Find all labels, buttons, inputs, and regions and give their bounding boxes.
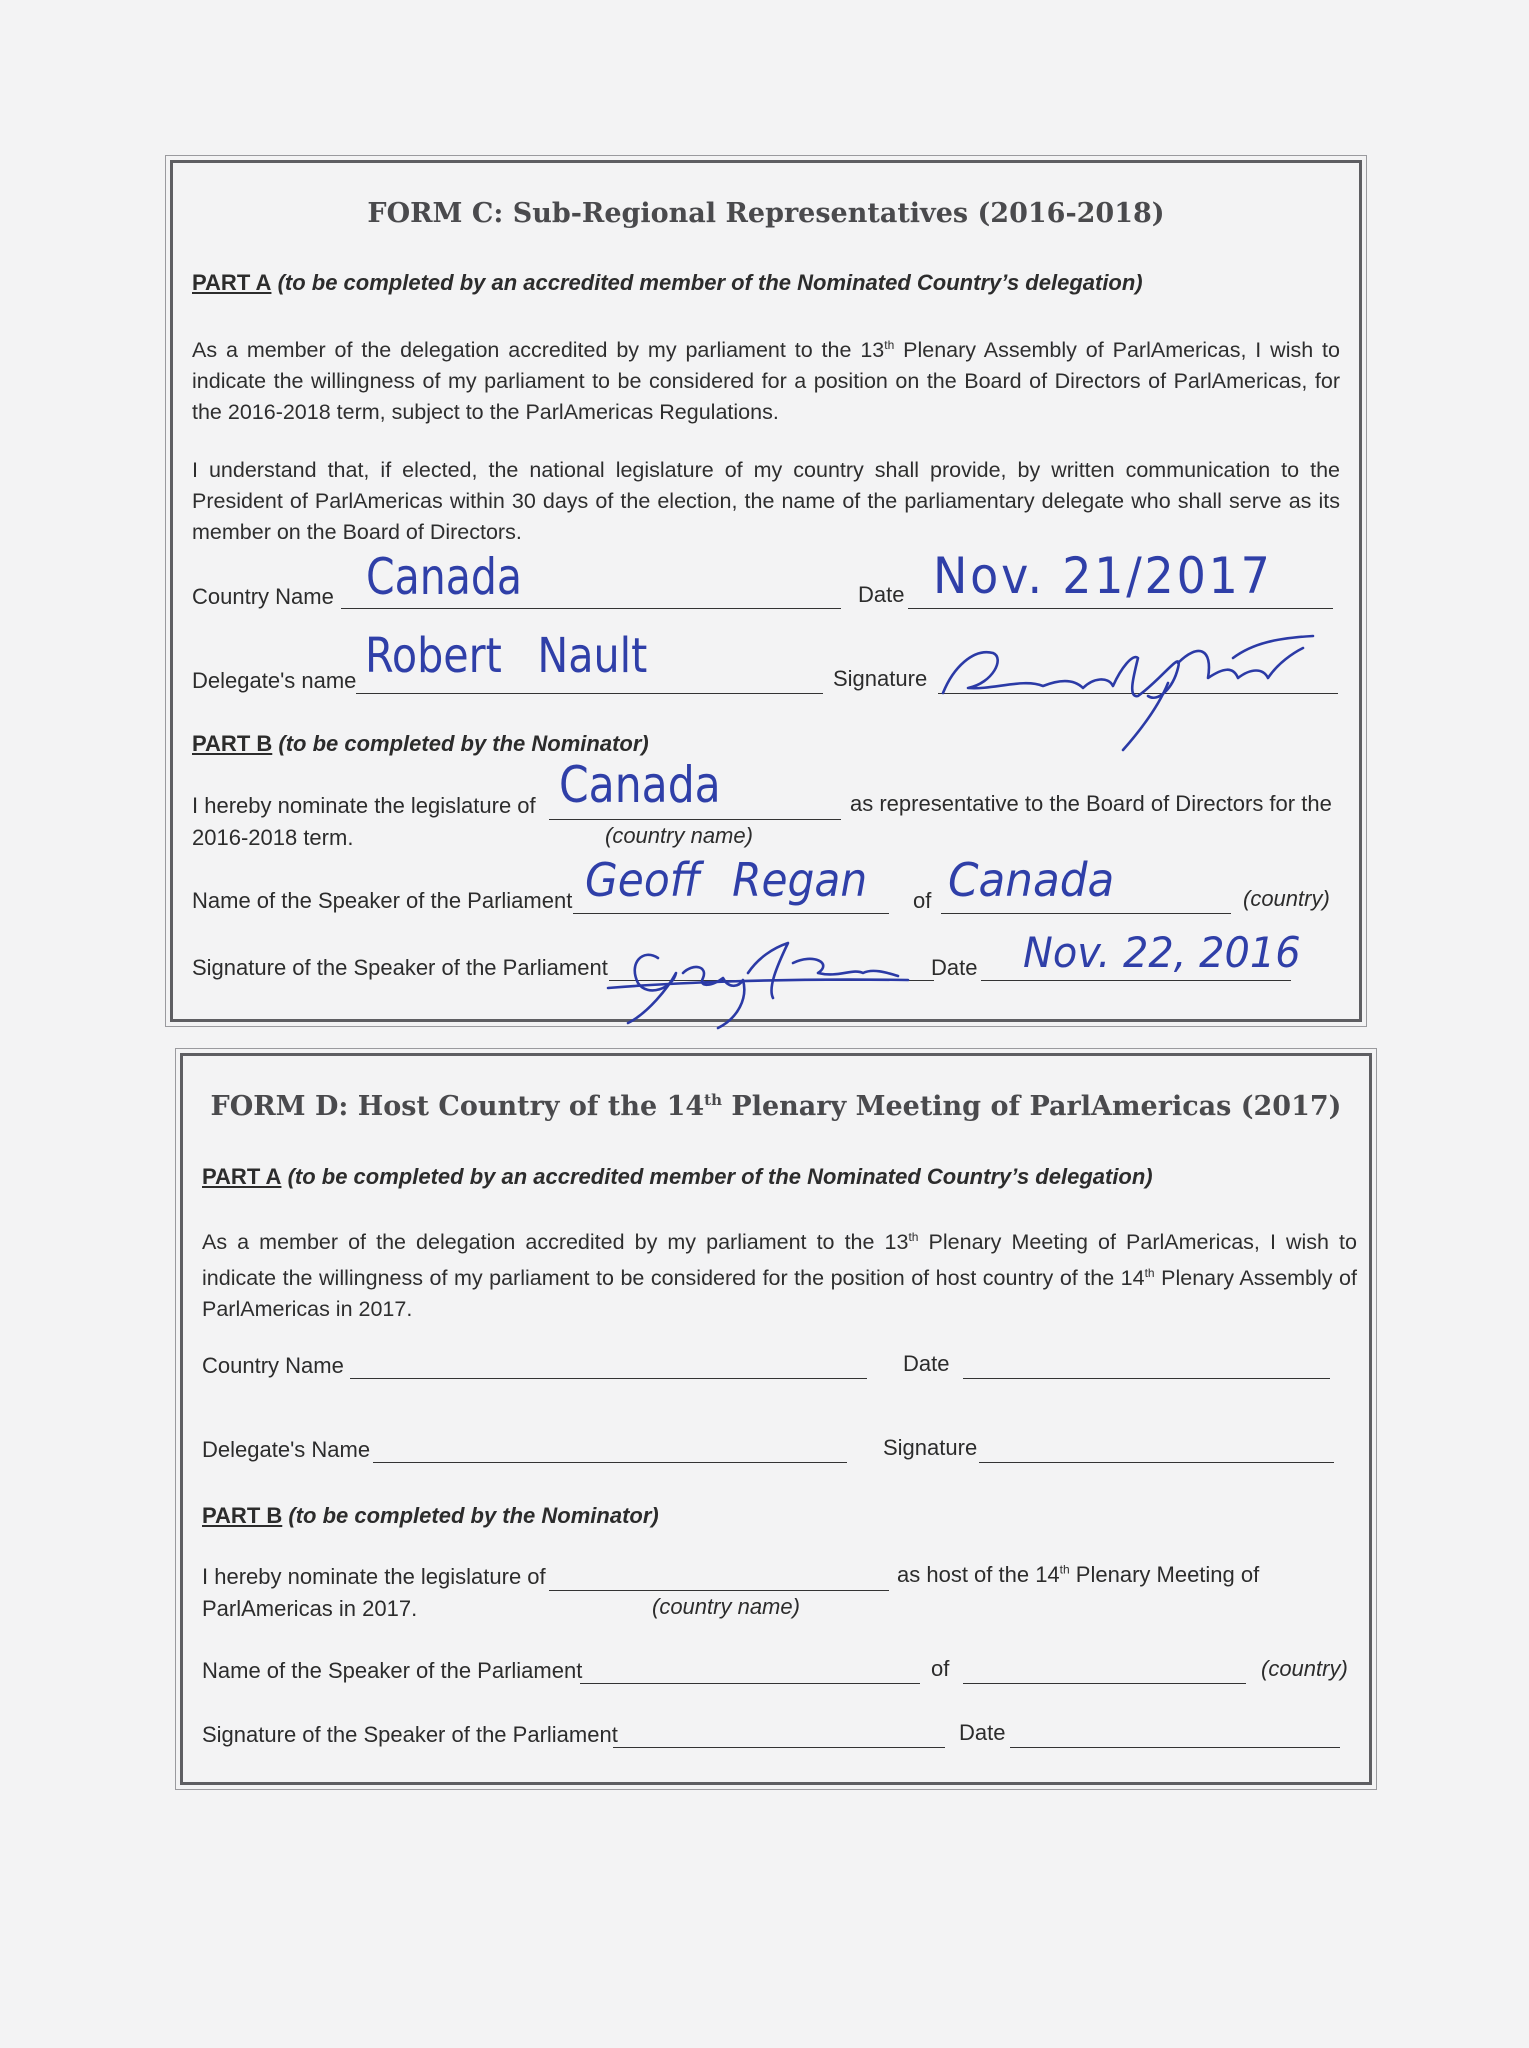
country-name-handwritten: Canada — [366, 548, 523, 606]
nominate-country-handwritten: Canada — [559, 756, 721, 814]
title-text: Plenary Meeting of ParlAmericas (2017) — [722, 1091, 1342, 1122]
part-a-note: (to be completed by an accredited member of the Nominated Country’s delegation) — [281, 1164, 1153, 1189]
nominate-country-field[interactable] — [549, 1590, 889, 1591]
of-label: of — [913, 888, 932, 913]
signature-field[interactable] — [979, 1462, 1334, 1463]
part-a-label: PART A — [192, 270, 272, 295]
para-sup: th — [884, 338, 895, 352]
para-text: As a member of the delegation accredited by my parliament to the 13 — [202, 1230, 909, 1255]
para-text: Plenary Meeting of ParlAmericas, I wish to indicate the willingness of my parliament to be considered for the position of host country of the 14 — [202, 1230, 1357, 1291]
form-c — [170, 160, 1362, 1022]
title-text: FORM D: Host Country of the 14 — [210, 1091, 705, 1122]
country-name-hint: (country name) — [652, 1594, 800, 1619]
host-text: Plenary Meeting of — [1069, 1562, 1260, 1587]
signature-label: Signature — [883, 1435, 978, 1460]
nominate-country-field[interactable] — [549, 819, 841, 820]
para-sup: th — [908, 1230, 919, 1244]
form-c-part-b-heading — [192, 731, 649, 757]
speaker-signature-field[interactable] — [613, 1747, 945, 1748]
term-label: 2016-2018 term. — [192, 825, 354, 850]
speaker-date-handwritten: Nov. 22, 2016 — [1023, 928, 1301, 977]
para-sup: th — [1144, 1266, 1155, 1281]
speaker-signature-image — [598, 928, 918, 1038]
speaker-name-handwritten: Geoff Regan — [585, 853, 868, 907]
para-text: Plenary Assembly of ParlAmericas in 2017. — [202, 1266, 1357, 1322]
country-hint: (country) — [1243, 886, 1330, 911]
delegate-name-handwritten: Robert Nault — [365, 628, 648, 684]
speaker-name-field[interactable] — [580, 1683, 920, 1684]
country-name-field[interactable] — [350, 1378, 867, 1379]
date-label: Date — [903, 1351, 950, 1376]
nominate-label: I hereby nominate the legislature of — [192, 793, 536, 818]
form-c-part-a-heading — [192, 270, 1143, 296]
form-d-paragraph — [202, 1222, 1357, 1325]
date-field[interactable] — [963, 1378, 1330, 1379]
part-b-note: (to be completed by the Nominator) — [272, 731, 649, 756]
form-d-title — [183, 1091, 1369, 1122]
date-handwritten: Nov. 21/2017 — [933, 547, 1273, 605]
country-name-label: Country Name — [202, 1353, 344, 1378]
delegate-name-field[interactable] — [356, 693, 823, 694]
country-name-field[interactable] — [341, 608, 841, 609]
nominate-suffix: as representative to the Board of Directors for the — [850, 791, 1332, 816]
signature-label: Signature — [833, 666, 928, 691]
country-name-hint: (country name) — [605, 823, 753, 848]
part-b-label: PART B — [192, 731, 273, 756]
speaker-country-handwritten: Canada — [948, 853, 1115, 907]
speaker-name-label: Name of the Speaker of the Parliament — [192, 888, 573, 913]
host-label — [897, 1562, 1259, 1588]
form-c-paragraph-2: I understand that, if elected, the national legislature of my country shall provide, by written communication to the President of ParlAmericas within 30 days of the election, the name of the parliamentary delegate who shall serve as its member on the Board of Directors. — [192, 458, 1340, 544]
country-name-label: Country Name — [192, 584, 334, 609]
para-text: As a member of the delegation accredited by my parliament to the 13 — [192, 338, 885, 363]
date-label: Date — [858, 582, 905, 607]
delegate-name-label: Delegate's Name — [202, 1437, 371, 1462]
nominate-label: I hereby nominate the legislature of — [202, 1564, 546, 1589]
form-d-part-b-heading — [202, 1503, 659, 1529]
delegate-signature-image — [933, 608, 1333, 758]
speaker-date-label: Date — [959, 1720, 1006, 1745]
host-text: as host of the 14 — [897, 1562, 1060, 1587]
speaker-date-field[interactable] — [1010, 1747, 1340, 1748]
delegate-name-field[interactable] — [373, 1462, 847, 1463]
part-b-label: PART B — [202, 1503, 283, 1528]
speaker-date-label: Date — [931, 955, 978, 980]
speaker-country-field[interactable] — [963, 1683, 1246, 1684]
host-line-2: ParlAmericas in 2017. — [202, 1596, 418, 1621]
form-c-title: FORM C: Sub-Regional Representatives (2016-2018) — [367, 198, 1165, 229]
form-c-paragraph-1 — [192, 330, 1340, 428]
form-d-part-a-heading — [202, 1164, 1153, 1190]
speaker-name-field[interactable] — [573, 913, 889, 914]
part-a-label: PART A — [202, 1164, 282, 1189]
host-sup: th — [1059, 1562, 1070, 1577]
part-a-note: (to be completed by an accredited member of the Nominated Country’s delegation) — [271, 270, 1143, 295]
speaker-country-field[interactable] — [941, 913, 1231, 914]
para-text: Plenary Assembly of ParlAmericas, I wish to indicate the willingness of my parliament to be considered for a position on the Board of Directors of ParlAmericas, for the 2016-2018 term, subject to the ParlAmericas Regulations. — [192, 338, 1340, 425]
speaker-signature-label: Signature of the Speaker of the Parliament — [192, 955, 608, 980]
of-label: of — [931, 1656, 950, 1681]
speaker-signature-label: Signature of the Speaker of the Parliament — [202, 1722, 618, 1747]
part-b-note: (to be completed by the Nominator) — [282, 1503, 659, 1528]
country-hint: (country) — [1261, 1656, 1348, 1681]
speaker-name-label: Name of the Speaker of the Parliament — [202, 1658, 583, 1683]
title-sup: th — [704, 1091, 722, 1109]
form-d — [180, 1053, 1372, 1785]
delegate-name-label: Delegate's name — [192, 668, 357, 693]
speaker-date-field[interactable] — [981, 980, 1291, 981]
